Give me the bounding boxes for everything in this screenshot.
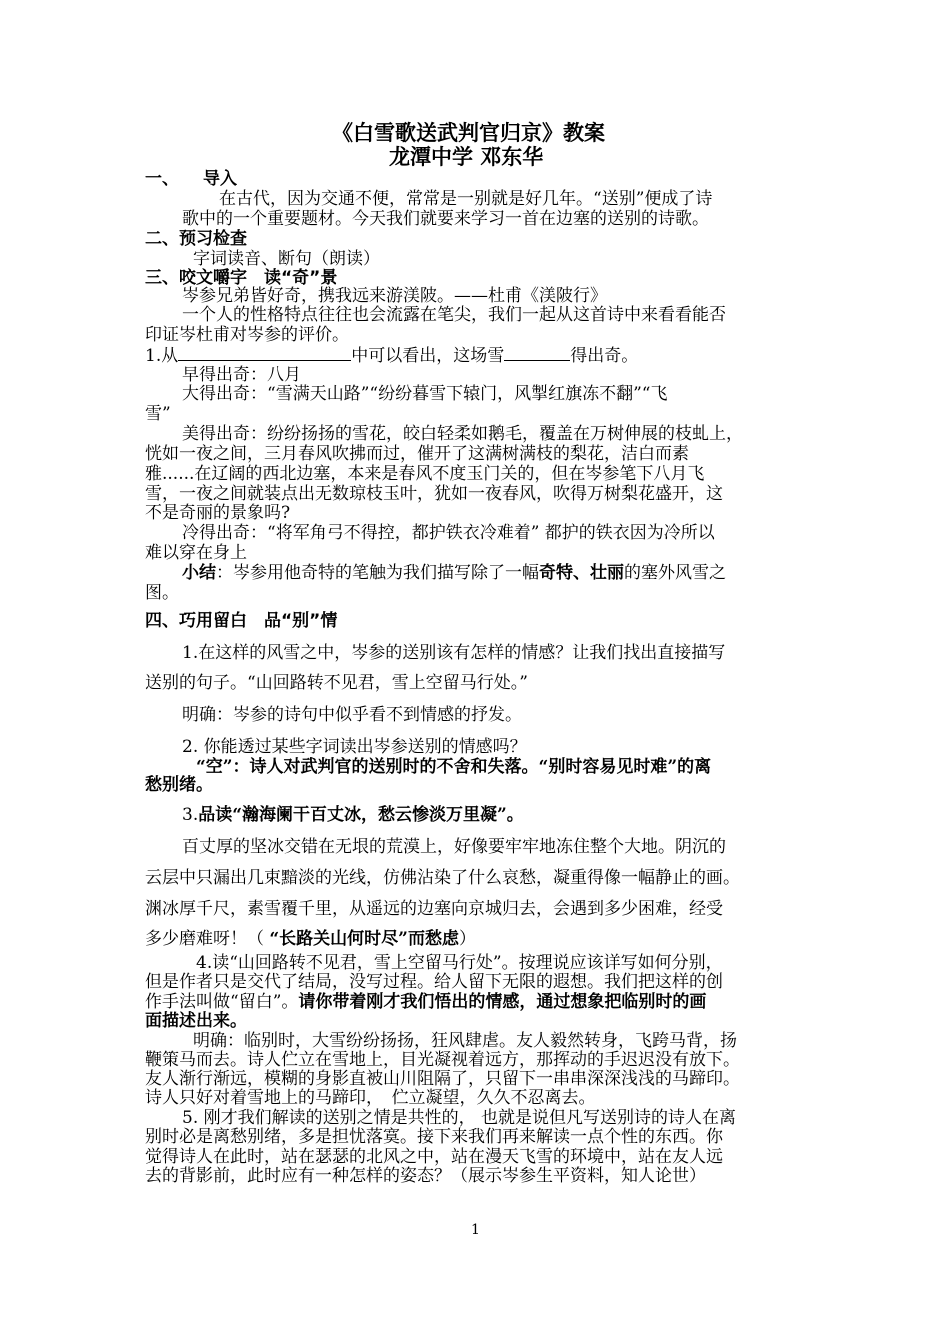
paragraph-line: 冷得出奇：“将军角弓不得控，都护铁衣冷难着” 都护的铁衣因为冷所以 — [182, 523, 715, 543]
page-number: 1 — [471, 1222, 480, 1238]
paragraph-line: 大得出奇：“雪满天山路”“纷纷暮雪下辕门，风掣红旗冻不翻”“飞 — [182, 384, 668, 404]
paragraph-line: 印证岑杜甫对岑参的评价。 — [145, 325, 349, 345]
section-1-heading: 导入 — [203, 169, 237, 189]
paragraph-line: 送别的句子。“山回路转不见君，雪上空留马行处。” — [145, 673, 528, 693]
summary-line — [182, 562, 726, 584]
section-4-heading: 四、巧用留白 品“别”情 — [145, 611, 338, 631]
paragraph-line: 5. 刚才我们解读的送别之情是共性的， 也就是说但凡写送别诗的诗人在离 — [182, 1108, 737, 1128]
paragraph-line-bold: 愁别绪。 — [145, 775, 213, 795]
paragraph-line: 鞭策马而去。诗人伫立在雪地上，目光凝视着远方，那挥动的手迟迟没有放下。 — [145, 1050, 740, 1070]
text-run: 多少磨难呀！（ — [145, 929, 270, 949]
paragraph-line: 恍如一夜之间，三月春风吹拂而过，催开了这满树满枝的梨花，洁白而素 — [145, 444, 689, 464]
paragraph-line — [145, 928, 476, 950]
paragraph-line: 2. 你能透过某些字词读出岑参送别的情感吗？ — [182, 737, 527, 757]
paragraph-line: 不是奇丽的景象吗? — [145, 503, 291, 523]
paragraph-line: 美得出奇：纷纷扬扬的雪花，皎白轻柔如鹅毛，覆盖在万树伸展的枝虬上， — [182, 424, 743, 444]
paragraph-line: 字词读音、断句（朗读） — [193, 249, 380, 269]
paragraph-line: 别时必是离愁别绪，多是担忧落寞。接下来我们再来解读一点个性的东西。你 — [145, 1127, 723, 1147]
question-text: 中可以看出，这场雪 — [351, 346, 505, 366]
question-text: 品读“瀚海阑干百丈冰，愁云惨淡万里凝”。 — [198, 805, 524, 825]
document-title: 《白雪歌送武判官归京》教案 — [332, 121, 605, 145]
paragraph-line-bold: 面描述出来。 — [145, 1011, 247, 1031]
paragraph-line: 4.读“山回路转不见君，雪上空留马行处”。按理说应该详写如何分别， — [196, 953, 723, 973]
paragraph-line: 雪，一夜之间就装点出无数琼枝玉叶，犹如一夜春风，吹得万树梨花盛开，这 — [145, 484, 723, 504]
paragraph-line: 渊冰厚千尺，素雪覆千里，从遥远的边塞向京城归去，会遇到多少困难，经受 — [145, 899, 723, 919]
paragraph-line: 但是作者只是交代了结局，没写过程。给人留下无限的遐想。我们把这样的创 — [145, 972, 723, 992]
section-1-number: 一、 — [145, 169, 179, 189]
paragraph-line: 歌中的一个重要题材。今天我们就要来学习一首在边塞的送别的诗歌。 — [182, 209, 709, 229]
paragraph-line: 雪” — [145, 404, 171, 424]
answer-blank[interactable] — [504, 344, 570, 361]
paragraph-line: 在古代，因为交通不便，常常是一别就是好几年。“送别”便成了诗 — [219, 189, 713, 209]
paragraph-line: 百丈厚的坚冰交错在无垠的荒漠上，好像要牢牢地冻住整个大地。阴沉的 — [182, 837, 726, 857]
text-run: 作手法叫做“留白”。 — [145, 992, 299, 1012]
section-2-heading: 二、预习检查 — [145, 229, 247, 249]
paragraph-line: 一个人的性格特点往往也会流露在笔尖，我们一起从这首诗中来看看能否 — [182, 305, 726, 325]
summary-label: 小结 — [182, 563, 216, 583]
paragraph-line: 难以穿在身上 — [145, 543, 247, 563]
paragraph-line-bold: “空”：诗人对武判官的送别时的不舍和失落。“别时容易见时难”的离 — [196, 757, 712, 777]
paragraph-line: 图。 — [145, 583, 179, 603]
paragraph-line: 明确：临别时，大雪纷纷扬扬，狂风肆虐。友人毅然转身，飞跨马背，扬 — [193, 1031, 737, 1051]
author-line: 龙潭中学 邓东华 — [389, 145, 544, 169]
text-run-bold: “长路关山何时尽”而愁虑 — [269, 929, 459, 949]
paragraph-line: 雅......在辽阔的西北边塞，本来是春风不度玉门关的，但在岑参笔下八月飞 — [145, 464, 705, 484]
question-text: 得出奇。 — [570, 346, 639, 366]
paragraph-line: 友人渐行渐远，模糊的身影直被山川阻隔了，只留下一串串深深浅浅的马蹄印。 — [145, 1069, 740, 1089]
text-run: ） — [458, 929, 476, 949]
section-3-heading: 三、咬文嚼字 读“奇”景 — [145, 268, 338, 288]
question-3-line — [182, 804, 524, 826]
paragraph-line: 1.在这样的风雪之中，岑参的送别该有怎样的情感？让我们找出直接描写 — [182, 643, 726, 663]
question-number: 3. — [182, 805, 199, 825]
summary-text: ：岑参用他奇特的笔触为我们描写除了一幅 — [216, 563, 539, 583]
paragraph-line: 诗人只好对着雪地上的马蹄印， 伫立凝望，久久不忍离去。 — [145, 1088, 596, 1108]
answer-blank[interactable] — [178, 344, 351, 361]
paragraph-line: 觉得诗人在此时，站在瑟瑟的北风之中，站在漫天飞雪的环境中，站在友人远 — [145, 1147, 723, 1167]
paragraph-line: 早得出奇：八月 — [182, 365, 301, 385]
paragraph-line: 云层中只漏出几束黯淡的光线，仿佛沾染了什么哀愁，凝重得像一幅静止的画。 — [145, 868, 740, 888]
du-fu-quote: 岑参兄弟皆好奇，携我远来游渼陂。——杜甫《渼陂行》 — [182, 286, 607, 306]
summary-emphasis: 奇特、壮丽 — [539, 563, 624, 583]
paragraph-line: 去的背影前，此时应有一种怎样的姿态？（展示岑参生平资料，知人论世） — [145, 1166, 706, 1186]
summary-text: 的塞外风雪之 — [624, 563, 726, 583]
text-run-bold: 请你带着刚才我们悟出的情感，通过想象把临别时的画 — [298, 992, 707, 1012]
question-text: 1.从 — [145, 346, 179, 366]
paragraph-line: 明确：岑参的诗句中似乎看不到情感的抒发。 — [182, 705, 522, 725]
